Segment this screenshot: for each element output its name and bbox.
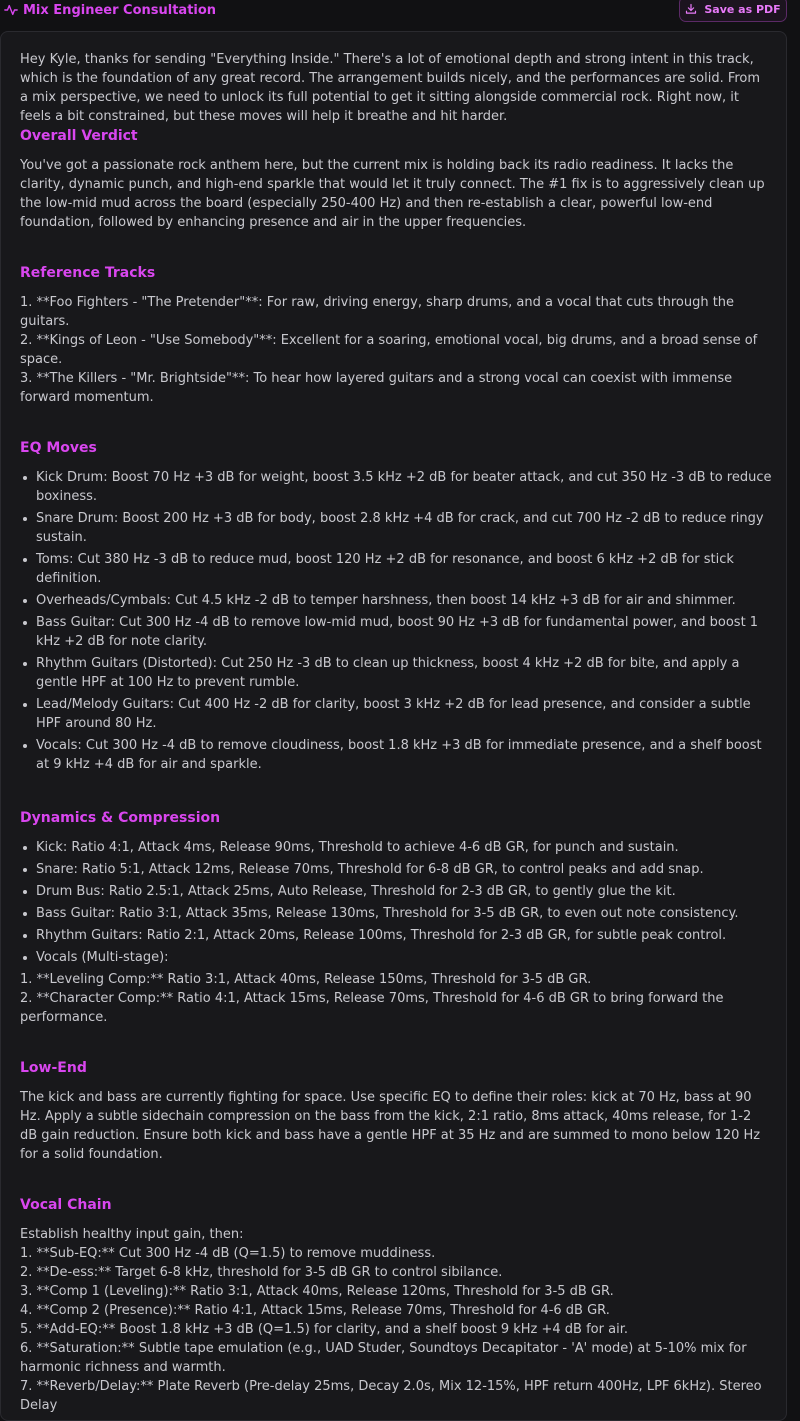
- list-item: Drum Bus: Ratio 2.5:1, Attack 25ms, Auto Release, Threshold for 2-3 dB GR, to gently glue the kit.: [20, 882, 772, 901]
- intro-paragraph: Hey Kyle, thanks for sending "Everything Inside." There's a lot of emotional depth and strong intent in this track, which is the foundation of any great record. The arrangement builds nicely, and the performances are solid. From a mix perspective, we need to unlock its full potential to get it sitting alongside commercial rock. Right now, it feels a bit constrained, but these moves will help it breathe and hit harder.: [20, 52, 761, 124]
- save-as-pdf-label: Save as PDF: [704, 2, 781, 16]
- vocal-chain-step: 6. **Saturation:** Subtle tape emulation (e.g., UAD Studer, Soundtoys Decapitator - 'A' mode) at 5-10% mix for harmonic richness and warmth.: [20, 1341, 747, 1375]
- list-item: Bass Guitar: Ratio 3:1, Attack 35ms, Release 130ms, Threshold for 3-5 dB GR, to even out note consistency.: [20, 904, 772, 923]
- vocal-comp-stage: 2. **Character Comp:** Ratio 4:1, Attack 15ms, Release 70ms, Threshold for 4-6 dB GR to bring forward the performance.: [20, 991, 724, 1025]
- section-dynamics-compression: [20, 808, 772, 1027]
- vocal-chain-lead: Establish healthy input gain, then:: [20, 1227, 244, 1242]
- lowend-text: The kick and bass are currently fighting for space. Use specific EQ to define their roles: kick at 70 Hz, bass at 90 Hz. Apply a subtle sidechain compression on the bass from the kick, 2:1 ratio, 8ms attack, 40ms release, for 1-2 dB gain reduction. Ensure both kick and bass have a gentle HPF at 35 Hz and are summed to mono below 120 Hz for a solid foundation.: [20, 1090, 761, 1162]
- download-icon: [685, 3, 697, 15]
- vocal-chain-step: 5. **Add-EQ:** Boost 1.8 kHz +3 dB (Q=1.5) for clarity, and a shelf boost 9 kHz +4 dB for air.: [20, 1322, 628, 1337]
- list-item: Kick: Ratio 4:1, Attack 4ms, Release 90ms, Threshold to achieve 4-6 dB GR, for punch and sustain.: [20, 838, 772, 857]
- list-item: Snare: Ratio 5:1, Attack 12ms, Release 70ms, Threshold for 6-8 dB GR, to control peaks and add snap.: [20, 860, 772, 879]
- save-as-pdf-button[interactable]: [679, 0, 787, 22]
- header-title-group: [4, 0, 216, 20]
- section-low-end: [20, 1058, 772, 1164]
- vocal-comp-stage: 1. **Leveling Comp:** Ratio 3:1, Attack 40ms, Release 150ms, Threshold for 3-5 dB GR.: [20, 972, 592, 987]
- list-item: Overheads/Cymbals: Cut 4.5 kHz -2 dB to temper harshness, then boost 14 kHz +3 dB for air and shimmer.: [20, 591, 772, 610]
- section-eq-moves: [20, 438, 772, 774]
- list-item: Snare Drum: Boost 200 Hz +3 dB for body, boost 2.8 kHz +4 dB for crack, and cut 700 Hz -2 dB to reduce ringy sustain.: [20, 509, 772, 547]
- dynamics-list: [20, 838, 772, 967]
- section-heading: EQ Moves: [20, 440, 97, 456]
- list-item: Bass Guitar: Cut 300 Hz -4 dB to remove low-mid mud, boost 90 Hz +3 dB for fundamental power, and boost 1 kHz +2 dB for note clarity.: [20, 613, 772, 651]
- list-item: Kick Drum: Boost 70 Hz +3 dB for weight, boost 3.5 kHz +2 dB for beater attack, and cut 350 Hz -3 dB to reduce boxiness.: [20, 468, 772, 506]
- app-header: [0, 0, 800, 22]
- page-title: Mix Engineer Consultation: [23, 2, 217, 18]
- activity-pulse-icon: [4, 3, 18, 17]
- section-heading: Reference Tracks: [20, 265, 156, 281]
- section-heading: Low-End: [20, 1060, 87, 1076]
- vocal-chain-step: 4. **Comp 2 (Presence):** Ratio 4:1, Attack 15ms, Release 70ms, Threshold for 4-6 dB GR.: [20, 1303, 610, 1318]
- section-vocal-chain: [20, 1195, 772, 1415]
- vocal-chain-step: 3. **Comp 1 (Leveling):** Ratio 3:1, Attack 40ms, Release 120ms, Threshold for 3-5 dB GR.: [20, 1284, 614, 1299]
- vocal-chain-step: 1. **Sub-EQ:** Cut 300 Hz -4 dB (Q=1.5) to remove muddiness.: [20, 1246, 436, 1261]
- reference-item: 1. **Foo Fighters - "The Pretender"**: For raw, driving energy, sharp drums, and a vocal that cuts through the guitars.: [20, 295, 735, 329]
- section-heading: Overall Verdict: [20, 128, 138, 144]
- consultation-panel[interactable]: [0, 31, 787, 1421]
- section-overall-verdict: [20, 126, 772, 232]
- section-heading: Dynamics & Compression: [20, 810, 221, 826]
- reference-item: 2. **Kings of Leon - "Use Somebody"**: Excellent for a soaring, emotional vocal, big drums, and a broad sense of space.: [20, 333, 758, 367]
- list-item: Rhythm Guitars (Distorted): Cut 250 Hz -3 dB to clean up thickness, boost 4 kHz +2 dB for bite, and apply a gentle HPF at 100 Hz to prevent rumble.: [20, 654, 772, 692]
- list-item: Toms: Cut 380 Hz -3 dB to reduce mud, boost 120 Hz +2 dB for resonance, and boost 6 kHz +2 dB for stick definition.: [20, 550, 772, 588]
- vocal-chain-step: 7. **Reverb/Delay:** Plate Reverb (Pre-delay 25ms, Decay 2.0s, Mix 12-15%, HPF return 400Hz, LPF 6kHz). Stereo Delay: [20, 1379, 762, 1413]
- section-heading: Vocal Chain: [20, 1197, 112, 1213]
- verdict-text: You've got a passionate rock anthem here, but the current mix is holding back its radio readiness. It lacks the clarity, dynamic punch, and high-end sparkle that would let it truly connect. The #1 fix is to aggressively clean up the low-mid mud across the board (especially 250-400 Hz) and then re-establish a clear, powerful low-end foundation, followed by enhancing presence and air in the upper frequencies.: [20, 158, 765, 230]
- section-reference-tracks: [20, 263, 772, 407]
- list-item: Vocals: Cut 300 Hz -4 dB to remove cloudiness, boost 1.8 kHz +3 dB for immediate presence, and a shelf boost at 9 kHz +4 dB for air and sparkle.: [20, 736, 772, 774]
- eq-list: [20, 468, 772, 774]
- reference-item: 3. **The Killers - "Mr. Brightside"**: To hear how layered guitars and a strong vocal can coexist with immense forward momentum.: [20, 371, 733, 405]
- list-item: Lead/Melody Guitars: Cut 400 Hz -2 dB for clarity, boost 3 kHz +2 dB for lead presence, and consider a subtle HPF around 80 Hz.: [20, 695, 772, 733]
- list-item: Rhythm Guitars: Ratio 2:1, Attack 20ms, Release 100ms, Threshold for 2-3 dB GR, for subtle peak control.: [20, 926, 772, 945]
- list-item: Vocals (Multi-stage):: [20, 948, 772, 967]
- vocal-chain-step: 2. **De-ess:** Target 6-8 kHz, threshold for 3-5 dB GR to control sibilance.: [20, 1265, 503, 1280]
- consultation-content: [20, 50, 772, 1415]
